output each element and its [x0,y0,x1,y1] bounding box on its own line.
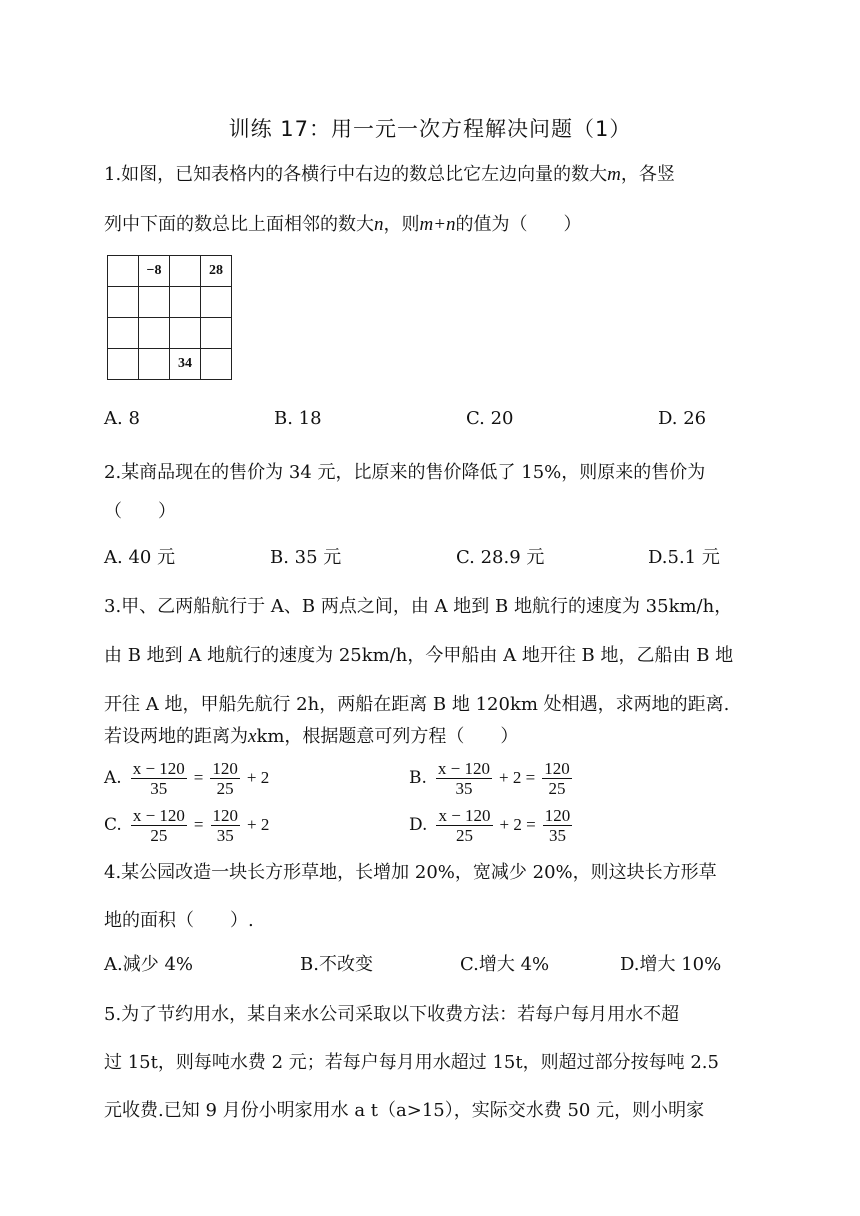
operator: = [193,815,204,834]
fraction [131,806,187,845]
grid-cell [170,287,201,318]
grid-cell [108,318,139,349]
fraction [211,806,241,845]
q3-option-c[interactable] [104,803,273,847]
q2-line-2: （ ） [104,501,176,522]
q2-option-a[interactable]: A. 40 元 [104,547,176,568]
q1-line-2 [104,210,582,236]
fraction [436,806,492,845]
operator: + 2 = [499,768,536,787]
option-label: D. [409,815,428,835]
q5-line-3: 元收费.已知 9 月份小明家用水 a t（a>15），实际交水费 50 元，则小明家 [104,1100,705,1121]
q5-line-1: 5.为了节约用水，某自来水公司采取以下收费方法：若每户每月用水不超 [104,1004,680,1025]
q4-line-1: 4.某公园改造一块长方形草地，长增加 20%，宽减少 20%，则这块长方形草 [104,862,717,883]
fraction [210,759,240,798]
grid-cell [108,256,139,287]
grid-cell [108,287,139,318]
q3-line-3: 开往 A 地，甲船先航行 2h，两船在距离 B 地 120km 处相遇，求两地的距离. [104,694,730,715]
grid-cell [170,318,201,349]
q4-option-c[interactable]: C.增大 4% [460,954,550,975]
grid-cell [108,349,139,380]
q1-option-b[interactable]: B. 18 [274,408,322,429]
grid-cell [201,287,232,318]
q1-option-a[interactable]: A. 8 [104,408,140,429]
option-label: C. [104,815,122,835]
q3-line-2: 由 B 地到 A 地航行的速度为 25km/h，今甲船由 A 地开往 B 地，乙船由 B 地 [104,645,734,666]
q3-text-4b: km，根据题意可列方程（ ） [256,726,519,747]
fraction [542,759,572,798]
q4-option-b[interactable]: B.不改变 [300,954,373,975]
var-x: x [248,726,257,747]
q1-text-2c: 的值为（ ） [455,214,582,235]
denominator: 35 [548,825,566,845]
denominator: 25 [455,825,473,845]
grid-cell: 28 [201,256,232,287]
denominator: 25 [216,778,234,798]
grid-cell [201,318,232,349]
numerator: 120 [212,758,238,778]
numerator: 120 [212,805,238,825]
grid-cell [201,349,232,380]
grid-cell: 34 [170,349,201,380]
q4-line-2: 地的面积（ ）. [104,910,254,931]
q1-line-1 [104,160,675,186]
var-m-plus-n: m+n [419,214,456,235]
q2-option-c[interactable]: C. 28.9 元 [456,547,545,568]
fraction [436,759,492,798]
var-m: m [607,164,621,185]
numerator: 120 [544,758,570,778]
denominator: 35 [455,778,473,798]
var-n: n [374,214,384,235]
option-label: A. [104,768,122,788]
grid-cell: −8 [139,256,170,287]
grid-row [108,256,232,287]
q2-option-d[interactable]: D.5.1 元 [648,547,720,568]
q2-option-b[interactable]: B. 35 元 [270,547,342,568]
option-label: B. [409,768,427,788]
q3-option-b[interactable] [409,756,575,800]
denominator: 35 [150,778,168,798]
q3-option-d[interactable] [409,803,575,847]
operator: + 2 [246,768,270,787]
grid-cell [170,256,201,287]
denominator: 35 [216,825,234,845]
q4-option-a[interactable]: A.减少 4% [104,954,193,975]
q1-option-d[interactable]: D. 26 [658,408,707,429]
q1-text-1b: ，各竖 [620,164,675,185]
q3-text-4a: 若设两地的距离为 [104,726,248,747]
q3-option-a[interactable] [104,756,273,800]
numerator: x − 120 [132,758,185,778]
q3-line-4 [104,722,518,748]
grid-row [108,287,232,318]
q1-text-2b: ，则 [383,214,420,235]
operator: + 2 [247,815,270,834]
denominator: 25 [548,778,566,798]
q5-line-2: 过 15t，则每吨水费 2 元；若每户每月用水超过 15t，则超过部分按每吨 2.5 [104,1052,719,1073]
operator: = [193,768,204,787]
q2-line-1: 2.某商品现在的售价为 34 元，比原来的售价降低了 15%，则原来的售价为 [104,462,706,483]
q1-text-2a: 列中下面的数总比上面相邻的数大 [104,214,374,235]
numerator: x − 120 [438,805,491,825]
q1-option-c[interactable]: C. 20 [466,408,514,429]
q1-text-1a: 1.如图，已知表格内的各横行中右边的数总比它左边向量的数大 [104,164,608,185]
grid-row [108,349,232,380]
q4-option-d[interactable]: D.增大 10% [620,954,722,975]
numerator: 120 [544,805,571,825]
numerator: x − 120 [437,758,490,778]
numerator: x − 120 [132,805,185,825]
grid-row [108,318,232,349]
fraction [543,806,573,845]
operator: + 2 = [499,815,536,834]
grid-cell [139,287,170,318]
denominator: 25 [150,825,168,845]
fraction [131,759,187,798]
number-grid [107,255,232,380]
page-title: 训练 17：用一元一次方程解决问题（1） [228,117,632,141]
grid-cell [139,349,170,380]
q3-line-1: 3.甲、乙两船航行于 A、B 两点之间，由 A 地到 B 地航行的速度为 35km/h， [104,596,733,617]
grid-cell [139,318,170,349]
